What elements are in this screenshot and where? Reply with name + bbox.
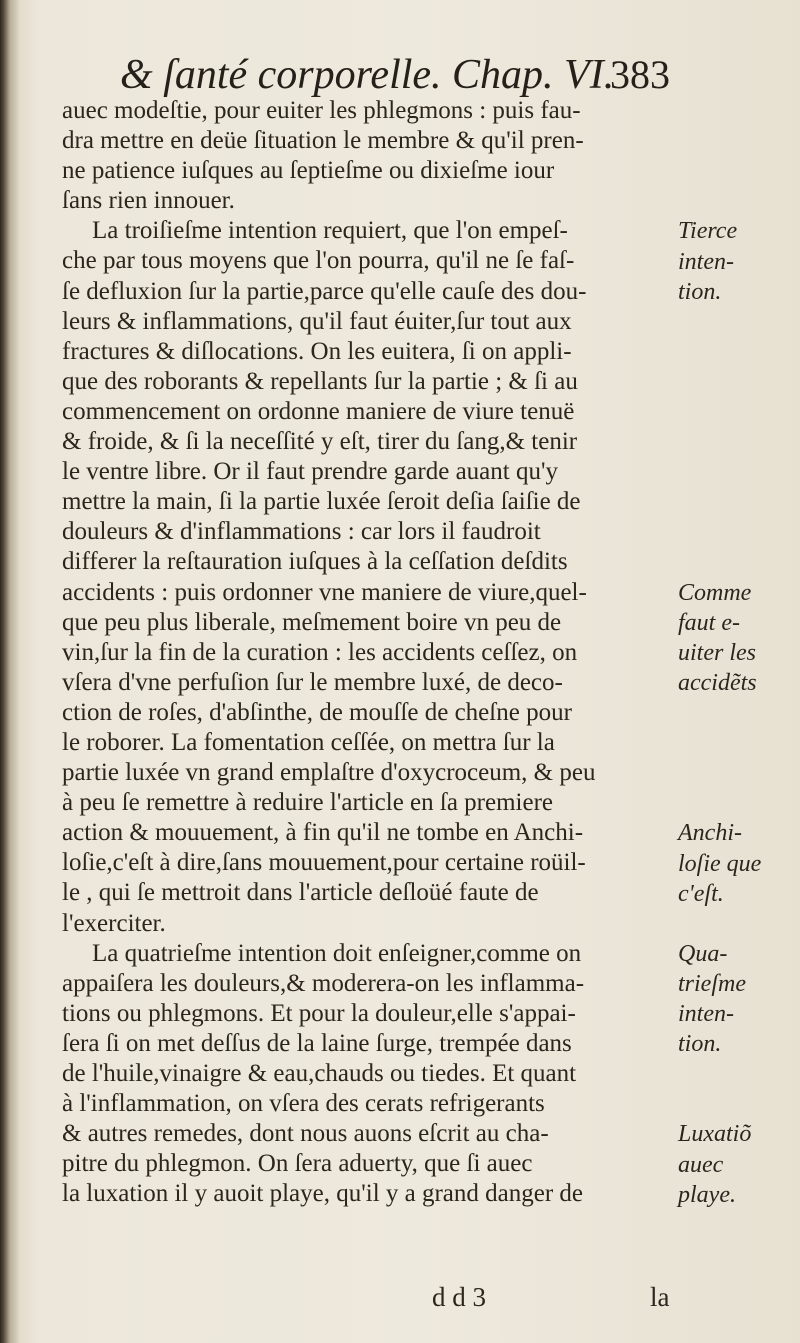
running-head-title: & ſanté corporelle. Chap. VI. [120,52,615,98]
text-line: dra mettre en deüe ſituation le membre & qu'il pren- [62,127,584,155]
text-line: ction de roſes, d'abſinthe, de mouſſe de cheſne pour [62,698,572,726]
text-line: partie luxée vn grand emplaſtre d'oxycroceum, & peu [62,759,596,787]
margin-note: Luxatiõ [678,1121,752,1148]
text-line: de l'huile,vinaigre & eau,chauds ou tiedes. Et quant [62,1060,577,1087]
text-line: ne patience iuſques au ſeptieſme ou dixieſme iour [62,157,555,185]
text-line: la luxation il y auoit playe, qu'il y a grand danger de [62,1180,584,1208]
margin-note: trieſme [678,970,746,997]
body-text [62,96,676,1209]
signature-mark: d d 3 [432,1282,486,1312]
text-line: pitre du phlegmon. On ſera aduerty, que ſi auec [62,1150,533,1178]
text-line: che par tous moyens que l'on pourra, qu'il ne ſe faſ- [62,247,575,275]
margin-note: tion. [678,278,722,305]
margin-note: inten- [678,248,734,275]
text-line: & froide, & ſi la neceſſité y eſt, tirer du ſang,& tenir [62,428,578,456]
page-gutter [0,0,20,1343]
margin-note: loſie que [678,850,762,877]
text-line: que peu plus liberale, meſmement boire vn peu de [62,608,562,636]
text-line: commencement on ordonne maniere de viure tenuë [62,397,575,425]
margin-note: auec [678,1151,724,1178]
text-line: appaiſera les douleurs,& moderera-on les inflamma- [62,969,585,997]
text-line: douleurs & d'inflammations : car lors il faudroit [62,518,541,546]
page-footer [0,1282,800,1318]
text-line: à l'inflammation, on vſera des cerats refrigerants [62,1090,545,1118]
margin-note: playe. [678,1181,736,1208]
margin-note: inten- [678,1001,734,1027]
text-line: tions ou phlegmons. Et pour la douleur,elle s'appai- [62,999,576,1027]
margin-note: faut e- [678,609,740,636]
text-line: vin,ſur la fin de la curation : les accidents ceſſez, on [62,638,578,666]
text-line: La quatrieſme intention doit enſeigner,comme on [92,939,582,967]
margin-note: Tierce [678,218,738,245]
text-line: ſans rien innouer. [62,187,235,215]
text-line: auec modeſtie, pour euiter les phlegmons : puis fau- [62,97,581,124]
text-line: & autres remedes, dont nous auons eſcrit au cha- [62,1120,549,1148]
text-line: action & mouuement, à fin qu'il ne tombe en Anchi- [62,819,584,847]
text-line: le ventre libre. Or il faut prendre garde auant qu'y [62,458,558,486]
text-line: le , qui ſe mettroit dans l'article deſloüé faute de [62,879,539,907]
text-line: leurs & inflammations, qu'il faut éuiter,ſur tout aux [62,307,572,335]
catchword: la [650,1282,670,1312]
margin-note: Qua- [678,940,728,967]
text-line: le roborer. La fomentation ceſſée, on mettra ſur la [62,728,555,756]
running-head [0,50,800,100]
page-number: 383 [610,52,670,97]
margin-note: Comme [678,579,752,606]
text-line: fractures & diſlocations. On les euitera, ſi on appli- [62,337,572,365]
text-line: ſera ſi on met deſſus de la laine ſurge, trempée dans [62,1029,572,1057]
text-line: loſie,c'eſt à dire,ſans mouuement,pour certaine roüil- [62,849,586,877]
text-line: à peu ſe remettre à reduire l'article en ſa premiere [62,789,554,817]
text-line: que des roborants & repellants ſur la partie ; & ſi au [62,367,578,395]
text-line: mettre la main, ſi la partie luxée ſeroit deſia ſaiſie de [62,488,581,516]
margin-note: accidẽts [678,669,757,696]
text-line: La troiſieſme intention requiert, que l'on empeſ- [92,217,568,245]
margin-note: uiter les [678,639,756,666]
margin-note: Anchi- [678,820,742,847]
margin-note: c'eſt. [678,880,724,907]
margin-note: tion. [678,1031,722,1058]
text-line: l'exerciter. [62,909,166,937]
text-line: differer la reſtauration iuſques à la ceſſation deſdits [62,548,568,576]
text-line: ſe defluxion ſur la partie,parce qu'elle cauſe des dou- [62,277,587,305]
text-line: vſera d'vne perfuſion ſur le membre luxé, de deco- [62,668,563,696]
text-line: accidents : puis ordonner vne maniere de viure,quel- [62,578,587,606]
